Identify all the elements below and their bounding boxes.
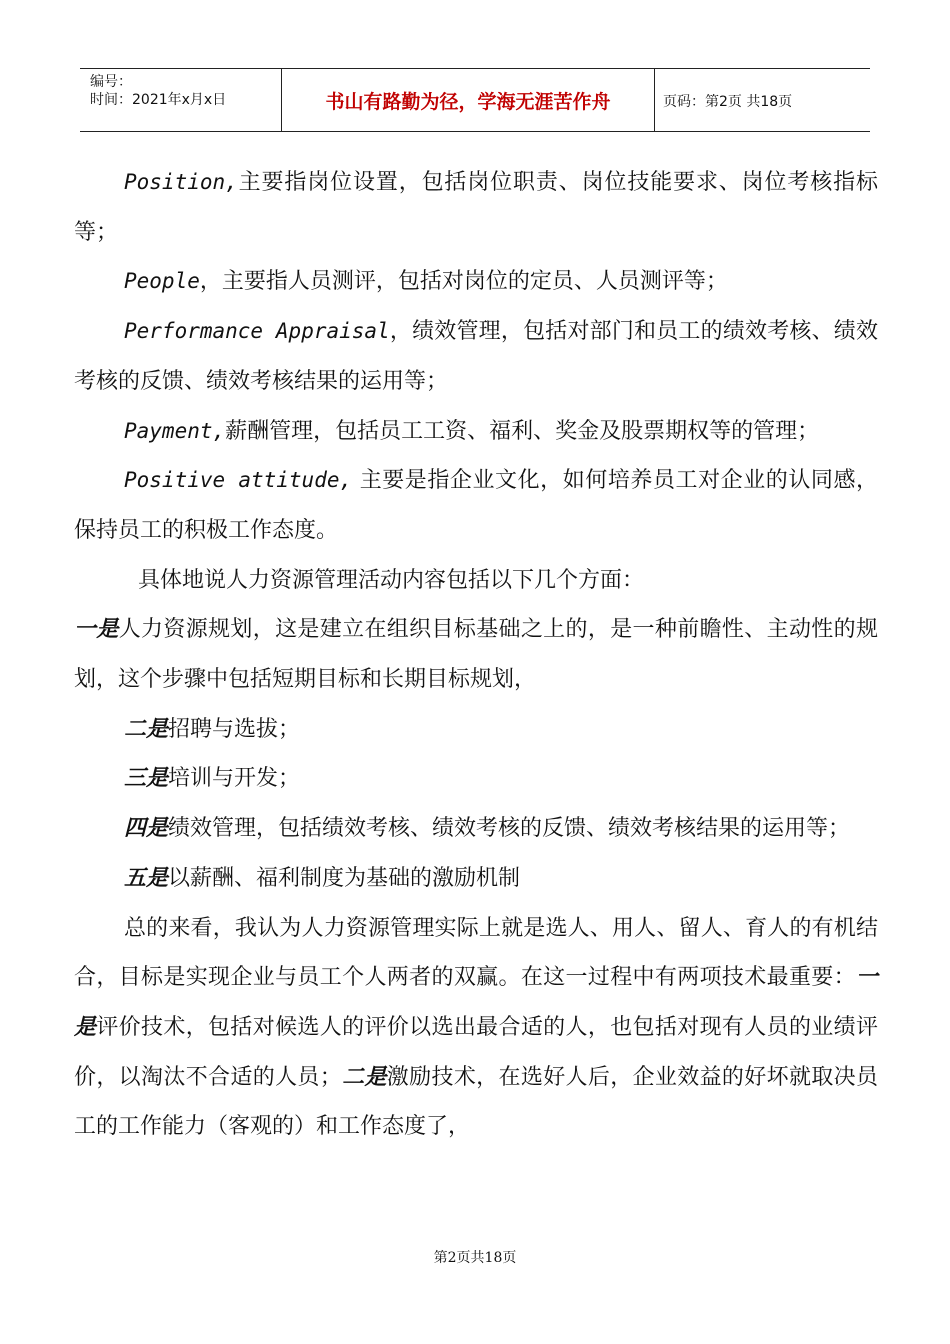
paragraph-payment [74,407,878,457]
list-item [74,804,878,854]
item-lead: 二是 [124,715,169,742]
list-item [74,754,878,804]
item-text: 绩效管理，包括绩效考核、绩效考核的反馈、绩效考核结果的运用等； [168,816,851,842]
term-positive-attitude: Positive attitude, [124,468,353,493]
summary-paragraph [74,904,878,1153]
summary-text: 总的来看，我认为人力资源管理实际上就是选人、用人、留人、育人的有机结合，目标是实现企业与员工个人两者的双赢。在这一过程中有两项技术最重要： [74,915,878,991]
item-lead: 四是 [124,815,169,842]
document-body [74,158,878,1152]
paragraph-performance [74,307,878,406]
term-payment: Payment, [124,418,226,443]
item-text: 以薪酬、福利制度为基础的激励机制 [168,865,521,891]
summary-lead: 二是 [341,1063,387,1090]
term-people: People [124,269,200,294]
header-page-number: 页码：第2页 共18页 [663,94,793,110]
intro-paragraph: 具体地说人力资源管理活动内容包括以下几个方面： [138,567,645,593]
term-performance-appraisal: Performance Appraisal [124,319,390,344]
item-lead: 三是 [124,765,169,792]
page-footer: 第2页共18页 [433,1250,517,1266]
list-item [74,705,878,755]
header-motto: 书山有路勤为径，学海无涯苦作舟 [325,91,611,113]
document-number-label: 编号： [90,74,132,90]
list-item [74,605,878,704]
paragraph-text: 主要指岗位设置，包括岗位职责、岗位技能要求、岗位考核指标等； [74,170,878,245]
term-position: Position, [124,170,238,194]
header-meta-cell [80,69,282,131]
paragraph-people [74,257,878,307]
item-text: 培训与开发； [168,766,301,792]
paragraph-text: ，绩效管理，包括对部门和员工的绩效考核、绩效考核的反馈、绩效考核结果的运用等； [74,319,878,394]
summary-lead: 一是 [74,964,878,1040]
page-header [80,68,870,132]
paragraph-text: ，主要指人员测评，包括对岗位的定员、人员测评等； [199,269,728,295]
paragraph-text: 薪酬管理，包括员工工资、福利、奖金及股票期权等的管理； [225,418,820,444]
item-lead: 一是 [74,616,119,643]
document-time-label: 时间：2021年x月x日 [90,92,227,108]
item-text: 招聘与选拔； [168,716,301,742]
list-item [74,854,878,904]
paragraph-text: 主要是指企业文化，如何培养员工对企业的认同感，保持员工的积极工作态度。 [74,468,878,543]
summary-text: 激励技术，在选好人后，企业效益的好坏就取决员工的工作能力（客观的）和工作态度了， [74,1064,878,1140]
header-motto-cell [282,69,655,131]
header-page-cell [655,69,870,131]
paragraph-position [74,158,878,257]
paragraph-positive-attitude [74,456,878,555]
summary-text: 评价技术，包括对候选人的评价以选出最合适的人，也包括对现有人员的业绩评价，以淘汰不合适的人员； [74,1014,878,1090]
item-text: 人力资源规划，这是建立在组织目标基础之上的，是一种前瞻性、主动性的规划，这个步骤中包括短期目标和长期目标规划， [74,617,878,693]
item-lead: 五是 [124,864,169,891]
